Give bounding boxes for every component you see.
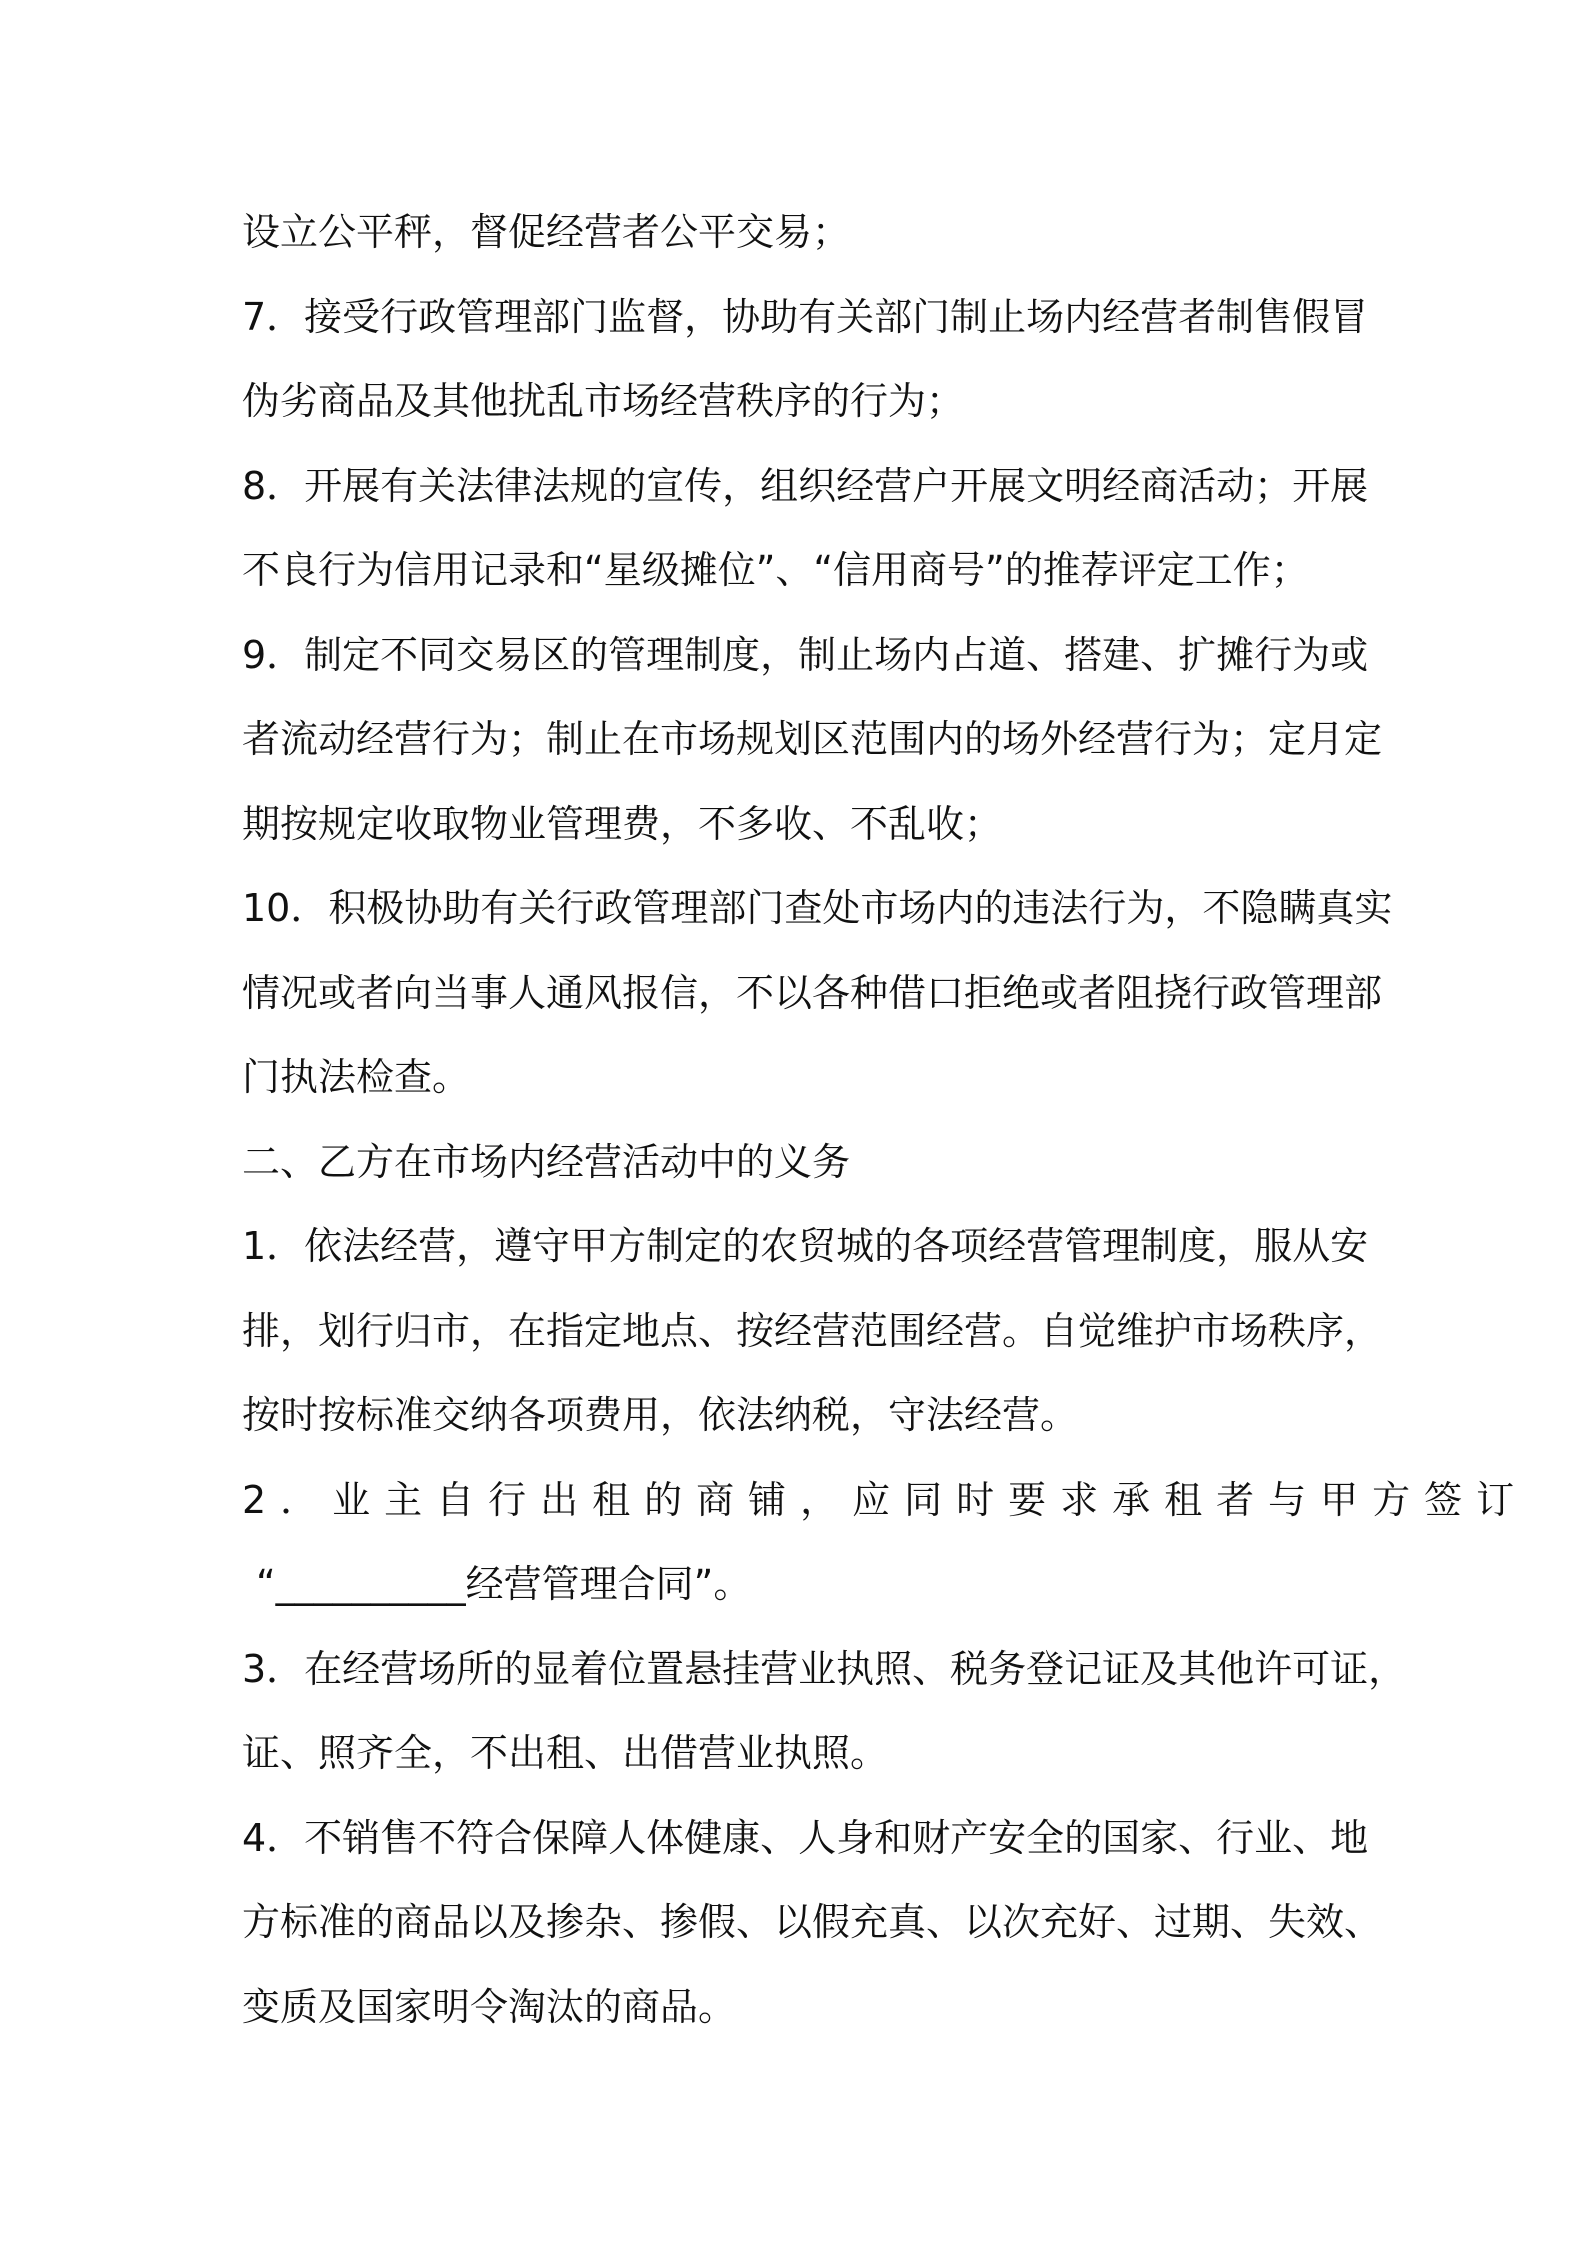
text-line: 1．依法经营，遵守甲方制定的农贸城的各项经营管理制度，服从安 [242,1224,1369,1268]
text-line: 10．积极协助有关行政管理部门查处市场内的违法行为，不隐瞒真实 [242,886,1393,930]
text-line: 设立公平秤，督促经营者公平交易； [242,210,851,254]
section-heading: 二、乙方在市场内经营活动中的义务 [242,1139,851,1184]
text-line: 2．业主自行出租的商铺，应同时要求承租者与甲方签订 [242,1477,1529,1522]
text-line: 者流动经营行为；制止在市场规划区范围内的场外经营行为；定月定 [242,717,1383,761]
text-line: 门执法检查。 [242,1055,471,1099]
text-line: 证、照齐全，不出租、出借营业执照。 [242,1731,889,1775]
text-line: 7．接受行政管理部门监督，协助有关部门制止场内经营者制售假冒 [242,294,1369,339]
text-line: 8．开展有关法律法规的宣传，组织经营户开展文明经商活动；开展 [242,463,1369,508]
text-line: 9．制定不同交易区的管理制度，制止场内占道、搭建、扩摊行为或 [242,632,1369,677]
text-line: 3．在经营场所的显着位置悬挂营业执照、税务登记证及其他许可证， [242,1646,1407,1691]
text-line: “__________经营管理合同”。 [256,1562,752,1606]
text-line: 按时按标准交纳各项费用，依法纳税，守法经营。 [242,1393,1079,1437]
text-line: 情况或者向当事人通风报信，不以各种借口拒绝或者阻挠行政管理部 [242,970,1383,1015]
text-line: 变质及国家明令淘汰的商品。 [242,1984,737,2029]
text-line: 不良行为信用记录和“星级摊位”、“信用商号”的推荐评定工作； [242,548,1309,592]
text-line: 期按规定收取物业管理费，不多收、不乱收； [242,801,1003,846]
text-line: 排，划行归市，在指定地点、按经营范围经营。自觉维护市场秩序， [242,1308,1383,1353]
document-body [242,190,1529,2049]
text-line: 伪劣商品及其他扰乱市场经营秩序的行为； [242,379,965,423]
text-line: 4．不销售不符合保障人体健康、人身和财产安全的国家、行业、地 [242,1815,1369,1860]
text-line: 方标准的商品以及掺杂、掺假、以假充真、以次充好、过期、失效、 [242,1900,1383,1944]
